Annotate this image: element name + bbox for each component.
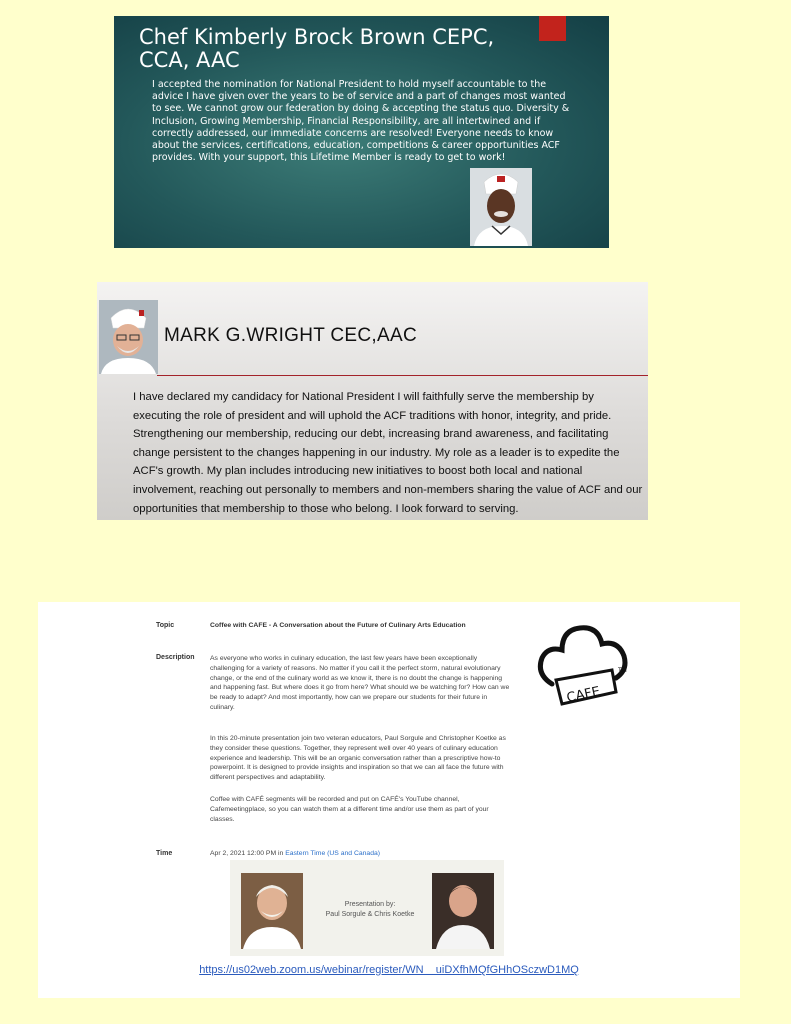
- time-datetime: Apr 2, 2021 12:00 PM in: [210, 850, 284, 857]
- presentation-by: Presentation by:: [344, 901, 396, 908]
- cafe-logo-text: CAFE: [565, 684, 602, 706]
- slide-title: Chef Kimberly Brock Brown CEPC, CCA, AAC: [139, 25, 495, 72]
- topic-text: Coffee with CAFE - A Conversation about the Future of Culinary Arts Education: [210, 622, 466, 629]
- description-paragraph-1: As everyone who works in culinary education, the last few years have been exceptionally challenging for a variety of reasons. No matter if you call it the perfect storm, natural evolutionary change, or the end of the culinary world as we know it, there is no doubt the change is happening and happening fast. But where does it go from here? What should we be watching for? How can we be ready to adapt? And most importantly, how can we prepare our students for their future in culinary.: [210, 655, 510, 711]
- time-label: Time: [156, 850, 173, 857]
- timezone-link[interactable]: Eastern Time (US and Canada): [285, 850, 381, 857]
- presenters-names: Paul Sorgule & Chris Koetke: [325, 911, 415, 918]
- topic-label: Topic: [156, 622, 175, 629]
- cafe-logo-tm: TM: [618, 667, 627, 674]
- candidate-slide-kimberly: [114, 16, 609, 248]
- zoom-registration-link[interactable]: https://us02web.zoom.us/webinar/register/WN uiDXfhMQfGHhOSczwD1MQ: [199, 964, 579, 976]
- description-label: Description: [156, 654, 195, 661]
- description-paragraph-2: In this 20-minute presentation join two veteran educators, Paul Sorgule and Christopher Koetke as they consider these questions. Together, they represent well over 40 years of culinary education experience and leadership. This will be an organic conversation rather than a prescriptive how-to powerpoint. It is designed to provide insights and inspiration so that we can all face the future with different perspectives and adaptability.: [210, 735, 506, 782]
- presentation-text: [310, 900, 430, 920]
- presentation-banner: [230, 860, 504, 956]
- slide-body: I have declared my candidacy for National President I will faithfully serve the membership by executing the role of president and will uphold the ACF traditions with honor, integrity, and pride. Strengthening our membership, reducing our debt, increasing brand awareness, and facilitating change persistent to the changes happening in our industry. My role as a leader is to expedite the ACF's growth. My plan includes introducing new initiatives to boost both local and national involvement, reaching out personally to members and non-members sharing the value of ACF and our opportunities that membership to those who belong. I look forward to serving.: [133, 391, 643, 515]
- cafe-logo: [532, 618, 632, 710]
- webinar-panel: [38, 602, 740, 998]
- slide-body: I accepted the nomination for National President to hold myself accountable to the advice I have given over the years to be of service and a part of changes most wanted to see. We cannot grow our federation by doing & accepting the status quo. Diversity & Inclusion, Growing Membership, Financial Responsibility, are all intertwined and if correctly addressed, our immediate concerns are resolved! Everyone needs to know about the services, certifications, education, competitions & career opportunities ACF provides. With your support, this Lifetime Member is ready to get to work!: [152, 79, 570, 164]
- candidate-photo: [470, 168, 532, 246]
- description-paragraph-3: Coffee with CAFÉ segments will be recorded and put on CAFÉ's YouTube channel, Cafemeetingplace, so you can watch them at a different time and/or use them as part of your classes.: [210, 796, 489, 823]
- presenter-photo-chris: [432, 873, 494, 949]
- candidate-photo: [99, 300, 158, 374]
- divider: [157, 375, 648, 376]
- candidate-slide-mark: [97, 282, 648, 520]
- candidate-name: MARK G.WRIGHT CEC,AAC: [164, 325, 417, 346]
- time-value: [210, 849, 512, 859]
- presenter-photo-paul: [241, 873, 303, 949]
